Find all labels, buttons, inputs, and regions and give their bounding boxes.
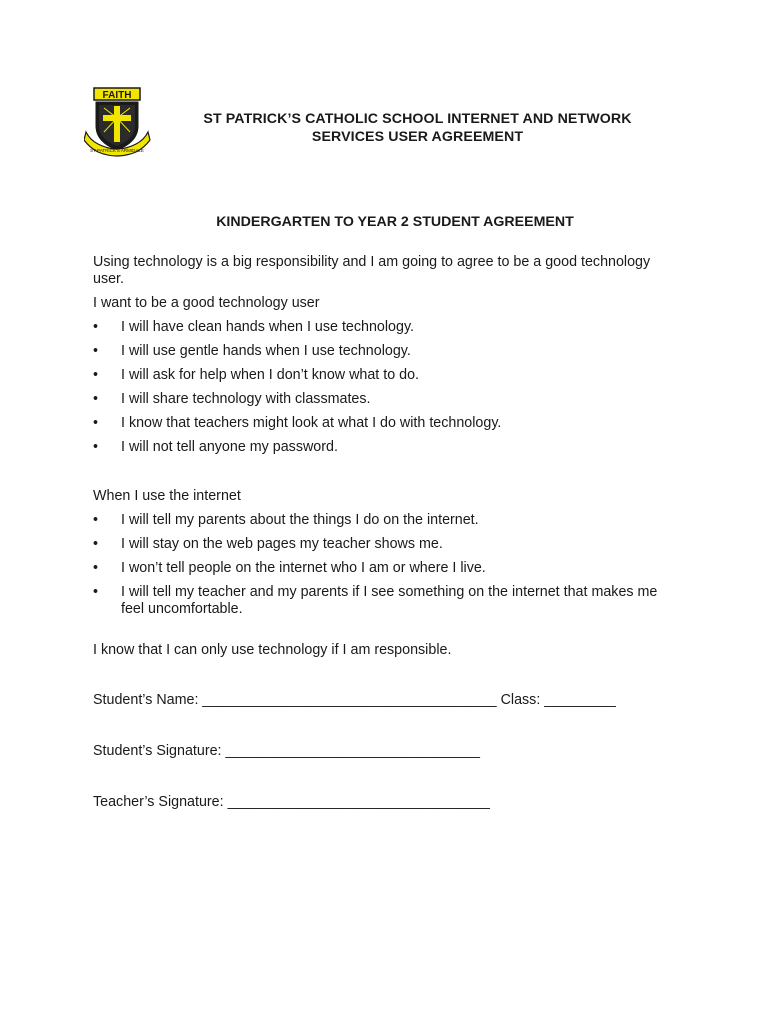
list-item-text: I will share technology with classmates. — [121, 391, 371, 407]
want-heading: I want to be a good technology user — [93, 295, 320, 311]
list-item-text: I will tell my parents about the things I do on the internet. — [121, 512, 479, 528]
logo-ribbon-text: ST PATRICK’S ARMIDALE — [90, 148, 144, 153]
list-item — [93, 512, 661, 529]
document-title-line-2: SERVICES USER AGREEMENT — [311, 129, 524, 145]
internet-heading: When I use the internet — [93, 488, 241, 504]
list-item — [93, 415, 661, 432]
teacher-signature-field[interactable]: Teacher’s Signature: _________________________________ — [93, 794, 490, 810]
bullet-icon: • — [93, 415, 99, 431]
intro-paragraph: Using technology is a big responsibility and I am going to agree to be a good technology user. — [93, 254, 651, 287]
list-item-text: I won’t tell people on the internet who I am or where I live. — [121, 560, 486, 576]
bullet-icon: • — [93, 560, 99, 576]
list-item-text: I will have clean hands when I use technology. — [121, 319, 415, 335]
student-signature-field[interactable]: Student’s Signature: ________________________________ — [93, 743, 480, 759]
bullet-icon: • — [93, 536, 99, 552]
bullet-icon: • — [93, 439, 99, 455]
closing-statement: I know that I can only use technology if I am responsible. — [93, 642, 452, 658]
bullet-icon: • — [93, 391, 99, 407]
student-name-class-field[interactable]: Student’s Name: _____________________________________ Class: _________ — [93, 692, 616, 708]
list-item — [93, 560, 661, 577]
list-item — [93, 584, 661, 618]
school-crest-icon — [84, 86, 154, 158]
logo-banner-text: FAITH — [102, 90, 132, 101]
list-item-text: I will ask for help when I don’t know what to do. — [121, 367, 420, 383]
list-item-text: I will not tell anyone my password. — [121, 439, 338, 455]
list-item — [93, 536, 661, 553]
list-item — [93, 319, 661, 336]
document-title — [165, 110, 670, 146]
list-item — [93, 343, 661, 360]
bullet-icon: • — [93, 343, 99, 359]
section-title: KINDERGARTEN TO YEAR 2 STUDENT AGREEMENT — [216, 214, 574, 230]
list-item — [93, 439, 661, 456]
list-item-text: I will use gentle hands when I use technology. — [121, 343, 411, 359]
list-item — [93, 391, 661, 408]
bullet-icon: • — [93, 512, 99, 528]
bullet-icon: • — [93, 319, 99, 335]
list-item-text: I will stay on the web pages my teacher shows me. — [121, 536, 443, 552]
internet-list — [93, 512, 661, 625]
list-item-text: I know that teachers might look at what I do with technology. — [121, 415, 502, 431]
list-item — [93, 367, 661, 384]
bullet-icon: • — [93, 367, 99, 383]
want-list — [93, 319, 661, 463]
document-title-line-1: ST PATRICK’S CATHOLIC SCHOOL INTERNET AND NETWORK — [203, 111, 632, 127]
list-item-text: I will tell my teacher and my parents if I see something on the internet that makes me feel uncomfortable. — [121, 584, 658, 617]
bullet-icon: • — [93, 584, 99, 600]
school-crest-logo — [84, 86, 154, 158]
